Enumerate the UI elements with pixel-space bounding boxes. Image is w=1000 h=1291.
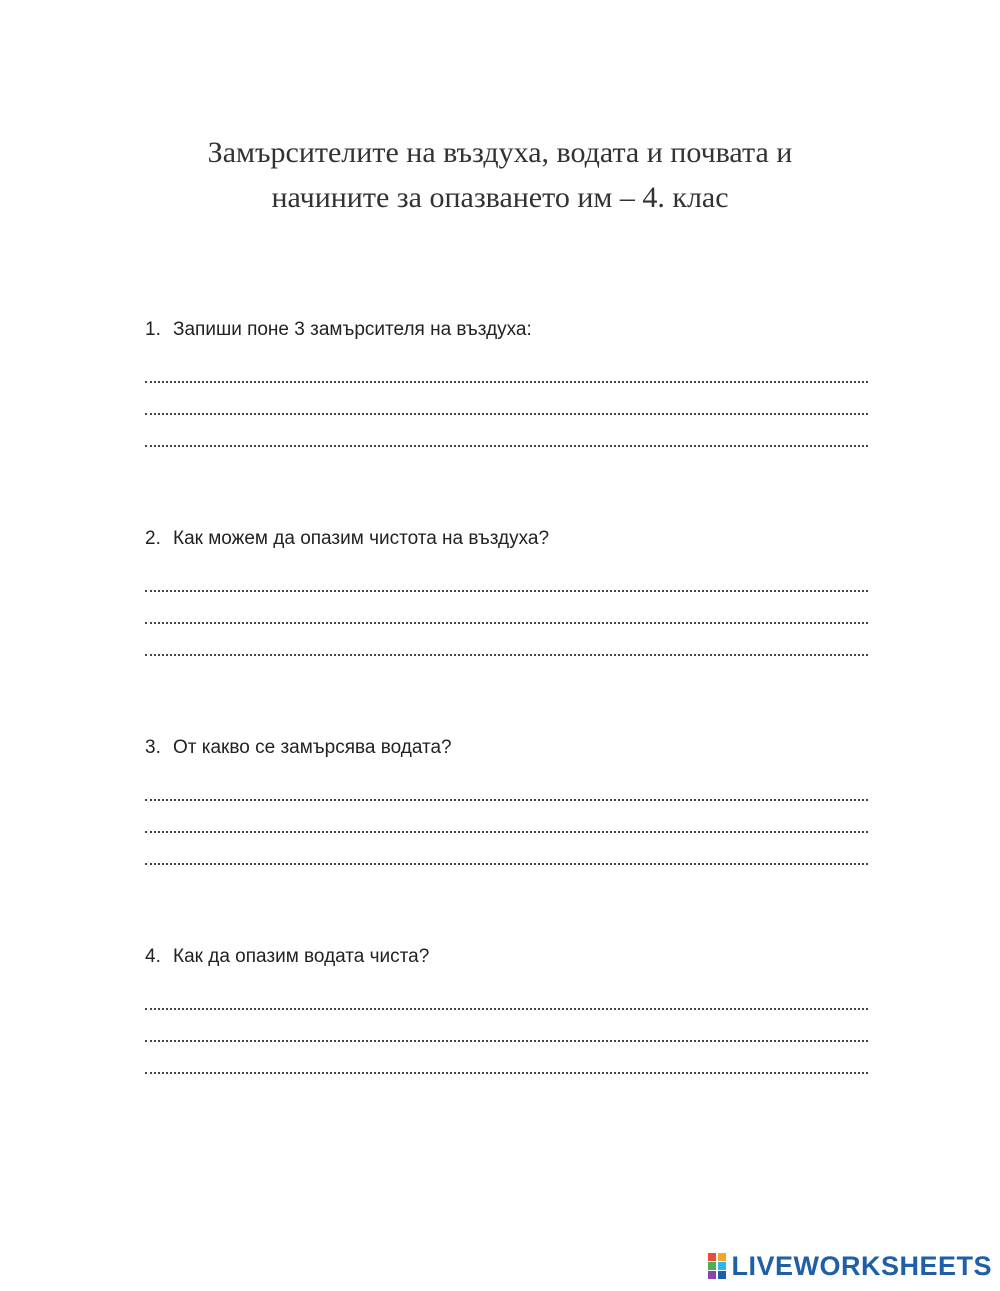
answer-line	[145, 1008, 868, 1010]
question-text: Как можем да опазим чистота на въздуха?	[173, 528, 550, 549]
title-line-1: Замърсителите на въздуха, водата и почвата и	[207, 136, 793, 169]
liveworksheets-logo-icon	[707, 1252, 727, 1280]
answer-field[interactable]	[145, 776, 868, 800]
answer-field[interactable]	[145, 358, 868, 382]
question-number: 3.	[145, 737, 161, 758]
worksheet-title	[0, 130, 1000, 220]
question-text: Как да опазим водата чиста?	[173, 946, 430, 967]
question-text: От какво се замърсява водата?	[173, 737, 452, 758]
liveworksheets-logo	[707, 1251, 992, 1281]
question-text: Запиши поне 3 замърсителя на въздуха:	[173, 319, 532, 340]
answer-line	[145, 831, 868, 833]
answer-line	[145, 654, 868, 656]
question-1	[145, 318, 885, 342]
answer-line	[145, 863, 868, 865]
question-number: 2.	[145, 528, 161, 549]
answer-field[interactable]	[145, 390, 868, 414]
title-line-2: начините за опазването им – 4. клас	[271, 181, 729, 214]
answer-field[interactable]	[145, 985, 868, 1009]
answer-line	[145, 381, 868, 383]
answer-field[interactable]	[145, 599, 868, 623]
answer-line	[145, 1072, 868, 1074]
answer-field[interactable]	[145, 422, 868, 446]
answer-line	[145, 799, 868, 801]
answer-field[interactable]	[145, 1049, 868, 1073]
logo-text: LIVEWORKSHEETS	[731, 1251, 992, 1281]
question-2	[145, 527, 885, 551]
answer-field[interactable]	[145, 631, 868, 655]
answer-line	[145, 622, 868, 624]
answer-field[interactable]	[145, 840, 868, 864]
answer-line	[145, 413, 868, 415]
answer-field[interactable]	[145, 1017, 868, 1041]
question-number: 4.	[145, 946, 161, 967]
answer-line	[145, 590, 868, 592]
answer-line	[145, 445, 868, 447]
answer-field[interactable]	[145, 808, 868, 832]
answer-field[interactable]	[145, 567, 868, 591]
question-number: 1.	[145, 319, 161, 340]
question-3	[145, 736, 885, 760]
answer-line	[145, 1040, 868, 1042]
question-4	[145, 945, 885, 969]
